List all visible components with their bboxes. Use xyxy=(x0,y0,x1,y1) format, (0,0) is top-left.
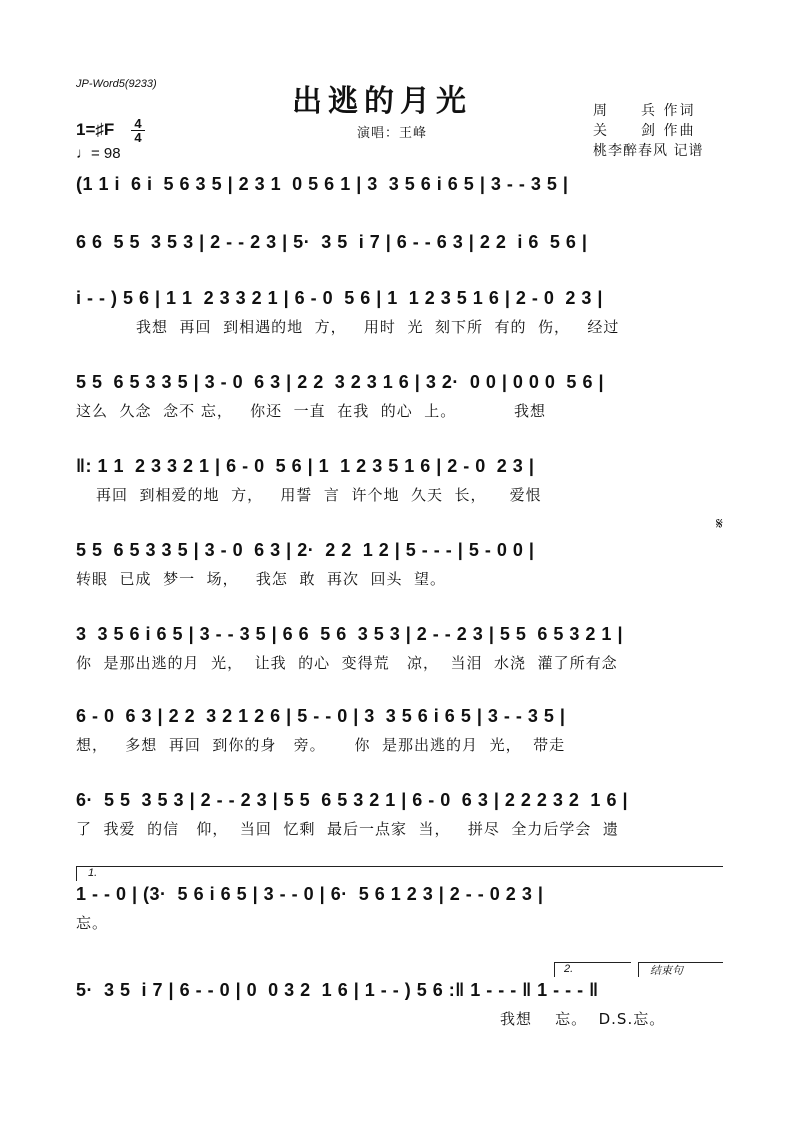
first-ending-bracket xyxy=(76,866,723,881)
time-signature xyxy=(131,117,145,144)
score-line-9: 6· 5 5 3 5 3 | 2 - - 2 3 | 5 5 6 5 3 2 1 | 6 - 0 6 3 | 2 2 2 3 2 1 6 | xyxy=(76,790,628,810)
lyric-line-9: 了 我爱 的信 仰， 当回 忆剩 最后一点家 当， 拼尽 全力后学会 遗 xyxy=(76,820,619,838)
lyric-line-6: 转眼 已成 梦一 场， 我怎 敢 再次 回头 望。 xyxy=(76,570,447,588)
lyric-line-5: 再回 到相爱的地 方， 用誓 言 许个地 久天 长， 爱恨 xyxy=(96,486,542,504)
lyricist-credit: 周 兵 作词 xyxy=(593,103,696,119)
score-line-3: i - - ) 5 6 | 1 1 2 3 3 2 1 | 6 - 0 5 6 | 1 1 2 3 5 1 6 | 2 - 0 2 3 | xyxy=(76,288,603,308)
time-bottom: 4 xyxy=(134,130,142,145)
second-ending-label: 2. xyxy=(564,963,574,975)
lyric-line-11: 我想 忘。 D.S.忘。 xyxy=(500,1010,666,1028)
composer-credit: 关 剑 作曲 xyxy=(593,123,696,139)
singer-credit: 演唱：王峰 xyxy=(357,126,428,141)
score-line-7: 3 3 5 6 i 6 5 | 3 - - 3 5 | 6 6 5 6 3 5 3 | 2 - - 2 3 | 5 5 6 5 3 2 1 | xyxy=(76,624,623,644)
coda-label: 结束句 xyxy=(650,965,683,977)
lyric-line-7: 你 是那出逃的月 光， 让我 的心 变得荒 凉， 当泪 水浇 灌了所有念 xyxy=(76,654,618,672)
lyric-line-8: 想， 多想 再回 到你的身 旁。 你 是那出逃的月 光， 带走 xyxy=(76,736,566,754)
score-line-11: 5· 3 5 i 7 | 6 - - 0 | 0 0 3 2 1 6 | 1 - - ) 5 6 :‖ 1 - - - ‖ 1 - - - ‖ xyxy=(76,980,599,1000)
score-line-6: 5 5 6 5 3 3 5 | 3 - 0 6 3 | 2· 2 2 1 2 | 5 - - - | 5 - 0 0 | xyxy=(76,540,535,560)
lyric-line-4: 这么 久念 念不 忘， 你还 一直 在我 的心 上。 我想 xyxy=(76,402,546,420)
lyric-line-3: 我想 再回 到相遇的地 方， 用时 光 刻下所 有的 伤， 经过 xyxy=(136,318,620,336)
score-line-5: ‖: 1 1 2 3 3 2 1 | 6 - 0 5 6 | 1 1 2 3 5 1 6 | 2 - 0 2 3 | xyxy=(76,456,535,476)
score-line-2: 6 6 5 5 3 5 3 | 2 - - 2 3 | 5· 3 5 i 7 | 6 - - 6 3 | 2 2 i 6 5 6 | xyxy=(76,232,588,252)
segno-sign: 𝄋 xyxy=(716,514,723,533)
tempo-marking: ♩= 98 xyxy=(76,145,121,162)
song-title: 出逃的月光 xyxy=(292,84,472,119)
first-ending-label: 1. xyxy=(88,867,98,879)
software-label: JP-Word5(9233) xyxy=(76,78,157,90)
score-line-4: 5 5 6 5 3 3 5 | 3 - 0 6 3 | 2 2 3 2 3 1 6 | 3 2· 0 0 | 0 0 0 5 6 | xyxy=(76,372,604,392)
lyric-line-10: 忘。 xyxy=(76,914,109,932)
time-top: 4 xyxy=(134,116,142,131)
score-line-10: 1 - - 0 | (3· 5 6 i 6 5 | 3 - - 0 | 6· 5 6 1 2 3 | 2 - - 0 2 3 | xyxy=(76,884,544,904)
score-line-1: (1 1 i 6 i 5 6 3 5 | 2 3 1 0 5 6 1 | 3 3 5 6 i 6 5 | 3 - - 3 5 | xyxy=(76,174,569,194)
transcriber-credit: 桃李醉春风 记谱 xyxy=(593,143,704,159)
score-line-8: 6 - 0 6 3 | 2 2 3 2 1 2 6 | 5 - - 0 | 3 3 5 6 i 6 5 | 3 - - 3 5 | xyxy=(76,706,566,726)
key-signature: 1=♯F xyxy=(76,120,115,139)
